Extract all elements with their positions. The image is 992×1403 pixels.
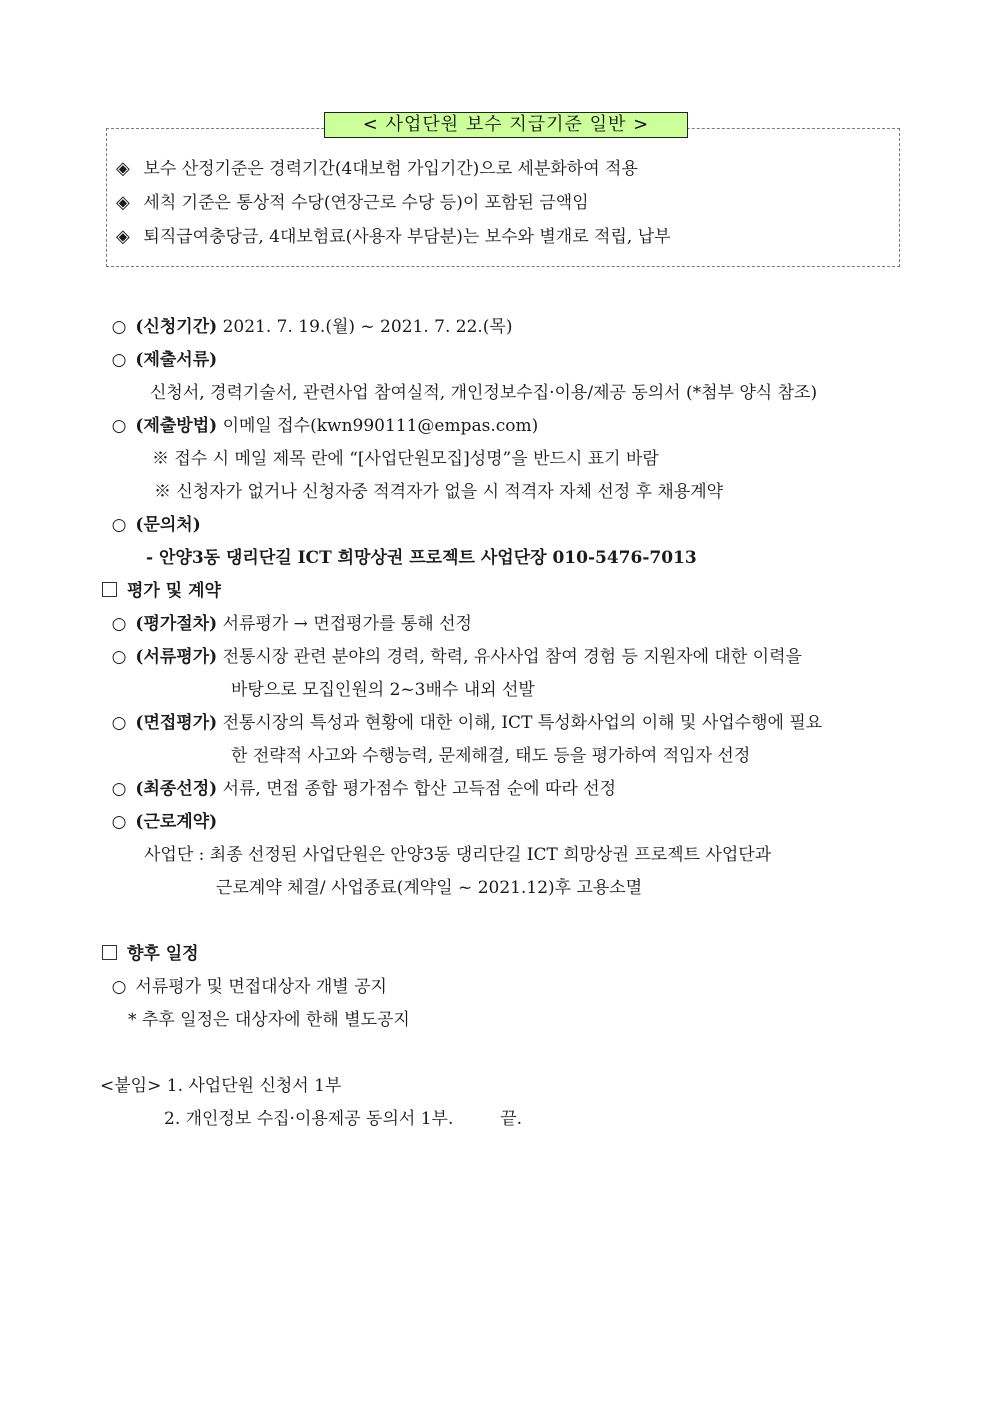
evaluation-document: ○ (서류평가) 전통시장 관련 분야의 경력, 학력, 유사사업 참여 경험 등 지원자에 대한 이력을: [108, 646, 802, 668]
evaluation-contract-value: 사업단 : 최종 선정된 사업단원은 안양3동 댕리단길 ICT 희망상권 프로젝트 사업단과: [144, 845, 772, 865]
pay-item-1: ◈ 보수 산정기준은 경력기간(4대보험 가입기간)으로 세분화하여 적용: [116, 158, 638, 179]
schedule-note: * 추후 일정은 대상자에 한해 별도공지: [128, 1010, 410, 1030]
apply-note-2: ※ 신청자가 없거나 신청자중 적격자가 없을 시 적격자 자체 선정 후 채용계약: [154, 482, 724, 502]
evaluation-contract-cont: 근로계약 체결/ 사업종료(계약일 ~ 2021.12)후 고용소멸: [216, 878, 643, 898]
schedule-heading: 향후 일정: [102, 943, 199, 965]
end-mark: 끝.: [500, 1109, 523, 1129]
circle-bullet-icon: ○: [111, 779, 127, 799]
attachments-label: <붙임>: [100, 1076, 162, 1096]
circle-bullet-icon: ○: [111, 614, 127, 634]
evaluation-procedure: ○ (평가절차) 서류평가 → 면접평가를 통해 선정: [108, 613, 472, 635]
attachments: [100, 1075, 341, 1097]
pay-item-3: ◈ 퇴직급여충당금, 4대보험료(사용자 부담분)는 보수와 별개로 적립, 납부: [116, 226, 671, 247]
evaluation-final: ○ (최종선정) 서류, 면접 종합 평가점수 합산 고득점 순에 따라 선정: [108, 778, 616, 800]
apply-docs-heading: ○ (제출서류): [108, 349, 217, 371]
apply-method: ○ (제출방법) 이메일 접수(kwn990111@empas.com): [108, 415, 538, 437]
circle-bullet-icon: ○: [111, 977, 127, 997]
circle-bullet-icon: ○: [111, 416, 127, 436]
diamond-icon: ◈: [116, 226, 130, 247]
pay-item-2: ◈ 세칙 기준은 통상적 수당(연장근로 수당 등)이 포함된 금액임: [116, 192, 589, 213]
circle-bullet-icon: ○: [111, 317, 127, 337]
circle-bullet-icon: ○: [111, 713, 127, 733]
apply-period: ○ (신청기간) 2021. 7. 19.(월) ~ 2021. 7. 22.(목): [108, 316, 512, 338]
circle-bullet-icon: ○: [111, 812, 127, 832]
evaluation-contract-heading: ○ (근로계약): [108, 811, 217, 833]
pay-standard-title: < 사업단원 보수 지급기준 일반 >: [324, 112, 688, 138]
evaluation-interview-cont: 한 전략적 사고와 수행능력, 문제해결, 태도 등을 평가하여 적임자 선정: [231, 746, 751, 766]
circle-bullet-icon: ○: [111, 647, 127, 667]
diamond-icon: ◈: [116, 192, 130, 213]
attachment-item-2: 2. 개인정보 수집·이용제공 동의서 1부. 끝.: [164, 1109, 523, 1129]
evaluation-heading: 평가 및 계약: [102, 580, 221, 602]
circle-bullet-icon: ○: [111, 515, 127, 535]
attachment-item-1: 1. 사업단원 신청서 1부: [161, 1076, 342, 1096]
apply-note-1: ※ 접수 시 메일 제목 란에 “[사업단원모집]성명”을 반드시 표기 바람: [152, 449, 659, 469]
diamond-icon: ◈: [116, 158, 130, 179]
checkbox-square-icon: [102, 945, 117, 960]
evaluation-interview: ○ (면접평가) 전통시장의 특성과 현황에 대한 이해, ICT 특성화사업의 이해 및 사업수행에 필요: [108, 712, 822, 734]
circle-bullet-icon: ○: [111, 350, 127, 370]
apply-docs-value: 신청서, 경력기술서, 관련사업 참여실적, 개인정보수집·이용/제공 동의서 (*첨부 양식 참조): [150, 383, 818, 403]
apply-contact-value: - 안양3동 댕리단길 ICT 희망상권 프로젝트 사업단장 010-5476-7013: [146, 548, 697, 568]
schedule-item: ○ 서류평가 및 면접대상자 개별 공지: [108, 976, 387, 998]
evaluation-document-cont: 바탕으로 모집인원의 2~3배수 내외 선발: [231, 680, 535, 700]
apply-contact-heading: ○ (문의처): [108, 514, 201, 536]
checkbox-square-icon: [102, 582, 117, 597]
